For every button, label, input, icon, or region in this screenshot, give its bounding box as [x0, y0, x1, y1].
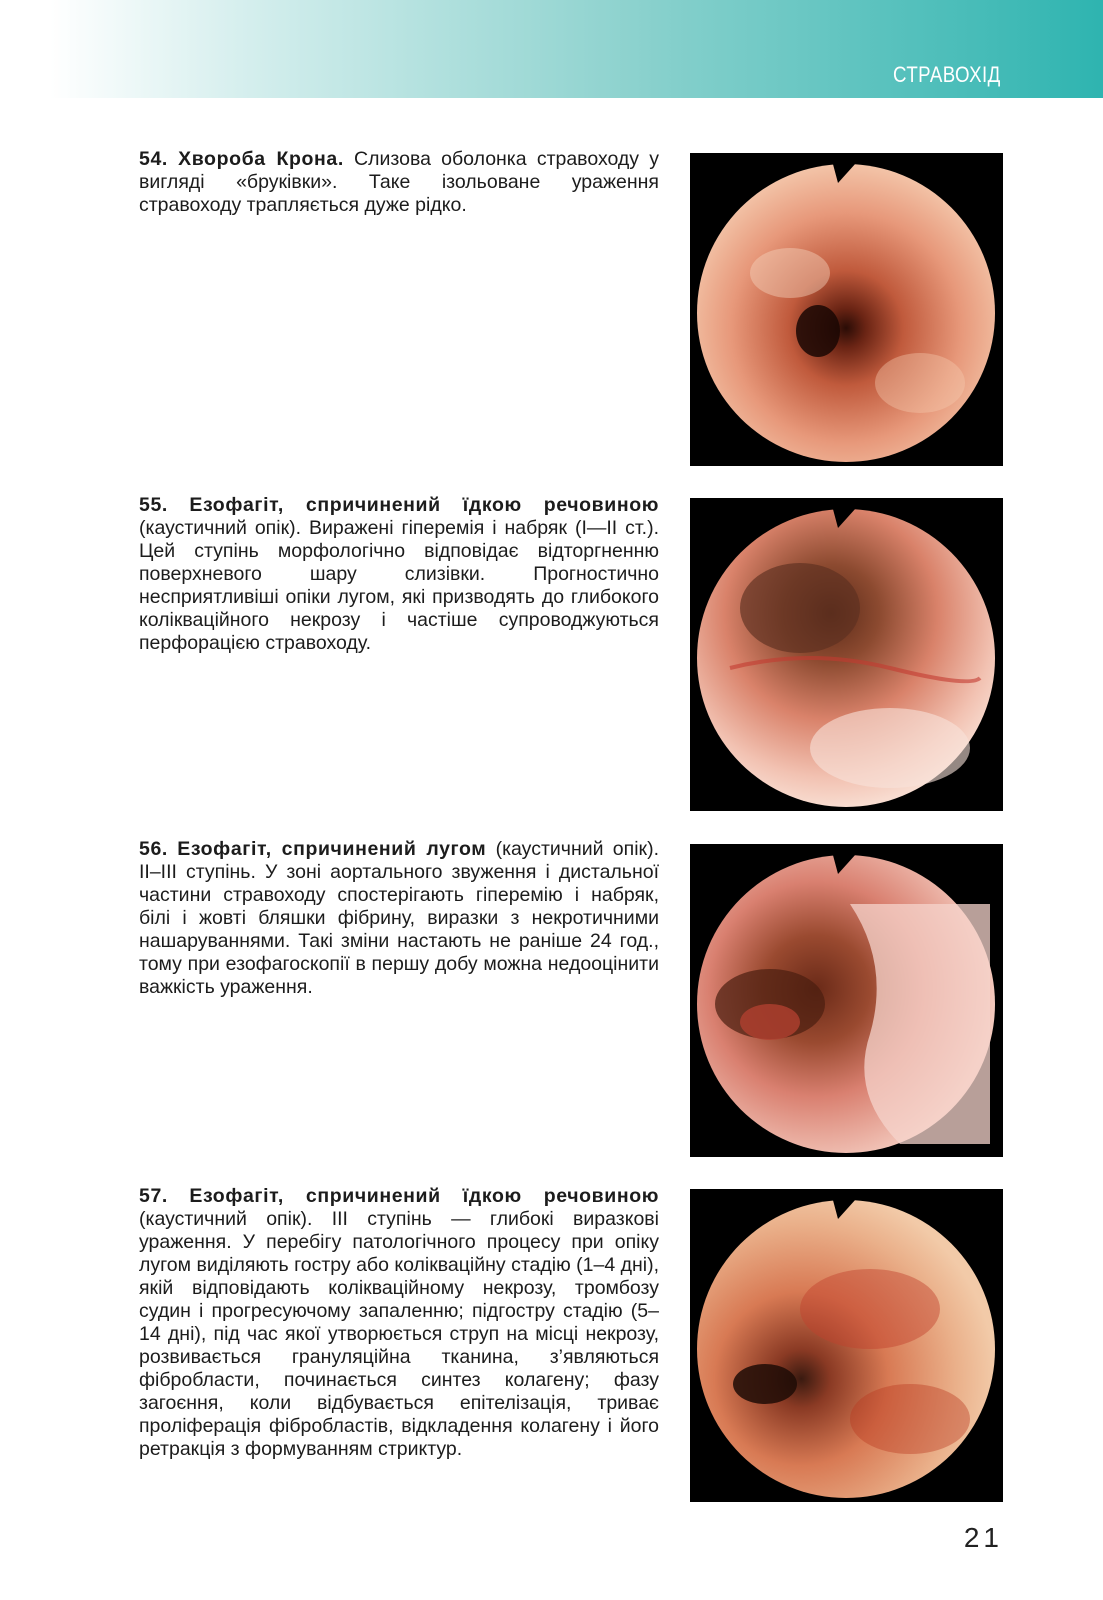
entry-number: 54. — [139, 148, 168, 170]
entry-body: Слизова оболонка стравоходу у вигляді «бруківки». Таке ізольоване ураження стравоходу трапляється дуже рідко. — [139, 148, 659, 216]
endoscopy-photo-55 — [690, 498, 1003, 811]
entry-title: Хвороба Крона. — [178, 148, 344, 170]
entry-number: 56. — [139, 838, 168, 860]
section-title: СТРАВОХІД — [893, 62, 1001, 87]
entry-number: 55. — [139, 494, 168, 516]
entry-title: Езофагіт, спричинений їдкою речовиною — [189, 494, 660, 516]
entry-54-text — [139, 148, 659, 217]
entry-number: 57. — [139, 1185, 168, 1207]
entry-body: (каустичний опік). Виражені гіперемія і набряк (I—II ст.). Цей ступінь морфологічно відповідає відторгненню поверхневого шару слизівки. Прогностично несприятливіші опіки лугом, які призводять до глибокого коліквацiйного некрозу і частіше супроводжуються перфорацією стравоходу. — [139, 517, 659, 654]
entry-56-text — [139, 838, 659, 999]
endoscopy-photo-56 — [690, 844, 1003, 1157]
entry-55-text — [139, 494, 659, 655]
endoscopy-photo-54 — [690, 153, 1003, 466]
entry-body: (каустичний опік). II–III ступінь. У зоні аортального звуження і дистальної частини стравоходу спостерігають гіперемію і набряк, білі і жовті бляшки фібрину, виразки з некротичними нашаруваннями. Такі зміни настають не раніше 24 год., тому при езофагоскопії в першу добу можна недооцінити важкість ураження. — [139, 838, 659, 998]
entry-57-text — [139, 1185, 659, 1461]
endoscopy-photo-57 — [690, 1189, 1003, 1502]
entry-body: (каустичний опік). III ступінь — глибокі виразкові ураження. У перебігу патологічного процесу при опіку лугом виділяють гостру або коліквацiйну стадію (1–4 дні), якій відповідають коліквацiйному некрозу, тромбозу судин і прогресуючому запаленню; підгостру стадію (5–14 днi), під час якої утворюється струп на місці некрозу, розвивається грануляційна тканина, з’являються фібробласти, починається синтез колагену; фазу загоєння, коли відбувається епітелізація, триває проліферація фібробластів, відкладення колагену і його ретракція з формуванням стриктур. — [139, 1208, 659, 1460]
page-number: 21 — [963, 1522, 1003, 1553]
entry-title: Езофагіт, спричинений їдкою речовиною — [189, 1185, 660, 1207]
entry-title: Езофагіт, спричинений лугом — [177, 838, 487, 860]
